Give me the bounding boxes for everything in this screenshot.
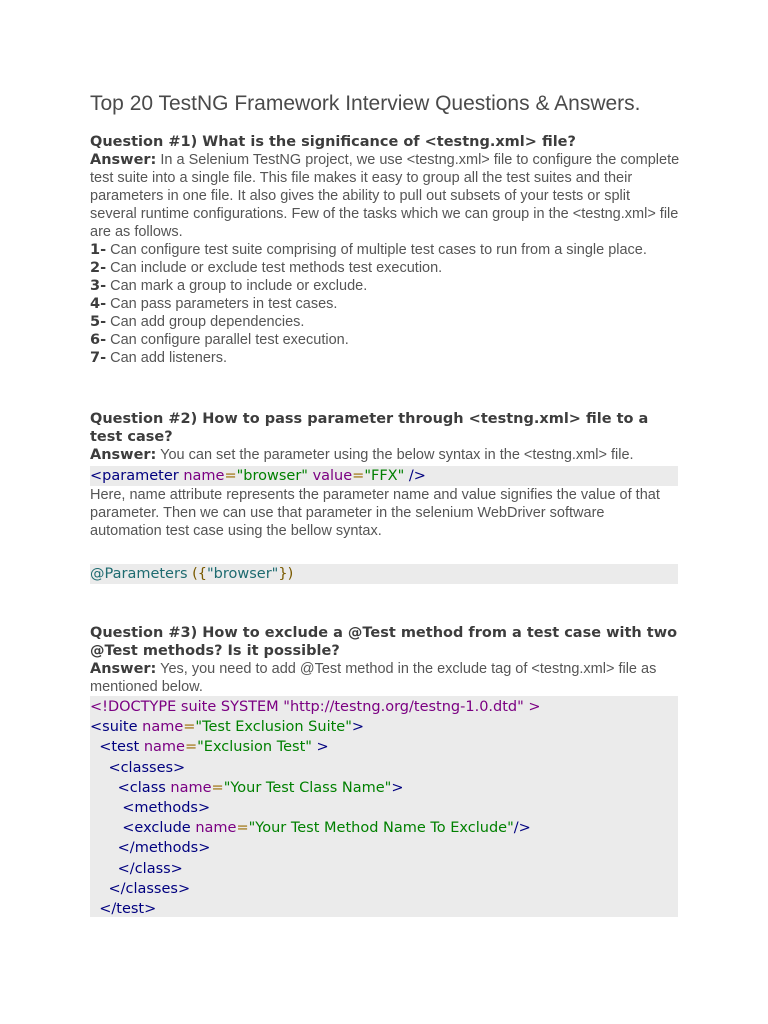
code-tag: <suite xyxy=(90,719,138,736)
code-tag: /> xyxy=(404,468,426,484)
code-punct: ({ xyxy=(187,566,207,582)
code-string: "browser" xyxy=(207,566,279,582)
code-attr: value xyxy=(312,468,353,484)
code-value: "browser" xyxy=(236,468,308,484)
parameters-annotation-block xyxy=(90,564,680,584)
code-tag: </classes> xyxy=(108,880,191,897)
code-attr: name xyxy=(170,779,212,796)
code-attr: name xyxy=(142,719,184,736)
page-title: Top 20 TestNG Framework Interview Questions & Answers. xyxy=(90,92,641,115)
list-item-text: Can mark a group to include or exclude. xyxy=(106,278,368,294)
code-tag: <methods> xyxy=(122,800,211,817)
question-1-list xyxy=(90,241,680,367)
code-value: "Exclusion Test" xyxy=(197,739,312,756)
list-item xyxy=(90,277,680,295)
list-item xyxy=(90,295,680,313)
code-tag: </class> xyxy=(117,860,183,877)
list-item-text: Can configure parallel test execution. xyxy=(106,332,349,348)
exclude-code-block xyxy=(90,696,678,917)
list-item-number: 4- xyxy=(90,296,107,312)
list-item-number: 7- xyxy=(90,350,107,366)
answer-text: You can set the parameter using the below syntax in the <testng.xml> file. xyxy=(156,447,634,463)
list-item-number: 3- xyxy=(90,278,107,294)
code-attr: name xyxy=(183,468,225,484)
code-tag: > xyxy=(391,779,404,796)
code-tag: <classes> xyxy=(108,759,186,776)
code-tag: <test xyxy=(99,739,140,756)
code-tag: </test> xyxy=(99,901,157,918)
answer-text: Yes, you need to add @Test method in the exclude tag of <testng.xml> file as mentioned below. xyxy=(90,661,657,695)
question-2-explanation: Here, name attribute represents the parameter name and value signifies the value of that parameter. Then we can use that parameter in the selenium WebDriver software automation test case using the bellow syntax. xyxy=(90,487,660,540)
code-eq: = xyxy=(236,820,249,837)
code-eq: = xyxy=(184,739,198,756)
answer-label: Answer: xyxy=(90,152,157,168)
code-attr: name xyxy=(195,820,237,837)
code-tag: > xyxy=(351,719,365,736)
question-3-heading: Question #3) How to exclude a @Test method from a test case with two @Test methods? Is it possible? xyxy=(90,625,678,659)
question-3-section xyxy=(90,624,680,917)
answer-text: In a Selenium TestNG project, we use <testng.xml> file to configure the complete test suite into a single file. This file makes it easy to group all the test suites and their parameters in one file. It also gives the ability to pull out subsets of your tests or split several runtime configurations. Few of the tasks which we can group in the <testng.xml> file are as follows. xyxy=(90,152,680,240)
code-tag: <class xyxy=(117,779,166,796)
parameter-code-block xyxy=(90,466,678,486)
code-tag: <parameter xyxy=(90,468,179,484)
question-2-heading: Question #2) How to pass parameter through <testng.xml> file to a test case? xyxy=(90,411,649,445)
list-item-number: 1- xyxy=(90,242,107,258)
code-eq: = xyxy=(352,468,365,484)
code-value: "FFX" xyxy=(364,468,405,484)
list-item xyxy=(90,349,680,367)
list-item-number: 2- xyxy=(90,260,107,276)
answer-label: Answer: xyxy=(90,447,157,463)
code-punct: }) xyxy=(278,566,294,582)
question-3-answer xyxy=(90,660,680,696)
code-eq: = xyxy=(211,779,224,796)
list-item-number: 5- xyxy=(90,314,107,330)
code-tag: > xyxy=(311,739,329,756)
code-value: "Test Exclusion Suite" xyxy=(195,719,352,736)
code-value: "Your Test Class Name" xyxy=(223,779,392,796)
code-eq: = xyxy=(224,468,237,484)
code-eq: = xyxy=(183,719,196,736)
list-item-text: Can add listeners. xyxy=(106,350,228,366)
list-item-number: 6- xyxy=(90,332,107,348)
code-annotation: @Parameters xyxy=(90,566,188,582)
list-item-text: Can configure test suite comprising of multiple test cases to run from a single place. xyxy=(106,242,647,258)
list-item-text: Can add group dependencies. xyxy=(106,314,305,330)
list-item-text: Can pass parameters in test cases. xyxy=(106,296,338,312)
list-item xyxy=(90,331,680,349)
code-doctype: <!DOCTYPE suite SYSTEM "http://testng.org/testng-1.0.dtd" > xyxy=(90,699,541,715)
list-item xyxy=(90,259,680,277)
list-item xyxy=(90,241,680,259)
code-tag: <exclude xyxy=(122,820,191,837)
code-tag: /> xyxy=(513,820,531,837)
code-attr: name xyxy=(143,739,185,756)
code-value: "Your Test Method Name To Exclude" xyxy=(248,820,514,837)
question-2-section xyxy=(90,410,680,540)
question-1-section xyxy=(90,133,680,367)
list-item xyxy=(90,313,680,331)
question-1-answer xyxy=(90,151,680,241)
question-1-heading: Question #1) What is the significance of <testng.xml> file? xyxy=(90,134,576,150)
list-item-text: Can include or exclude test methods test execution. xyxy=(106,260,443,276)
code-tag: </methods> xyxy=(117,840,211,857)
parameters-code xyxy=(90,564,678,584)
answer-label: Answer: xyxy=(90,661,157,677)
question-2-answer xyxy=(90,446,680,464)
